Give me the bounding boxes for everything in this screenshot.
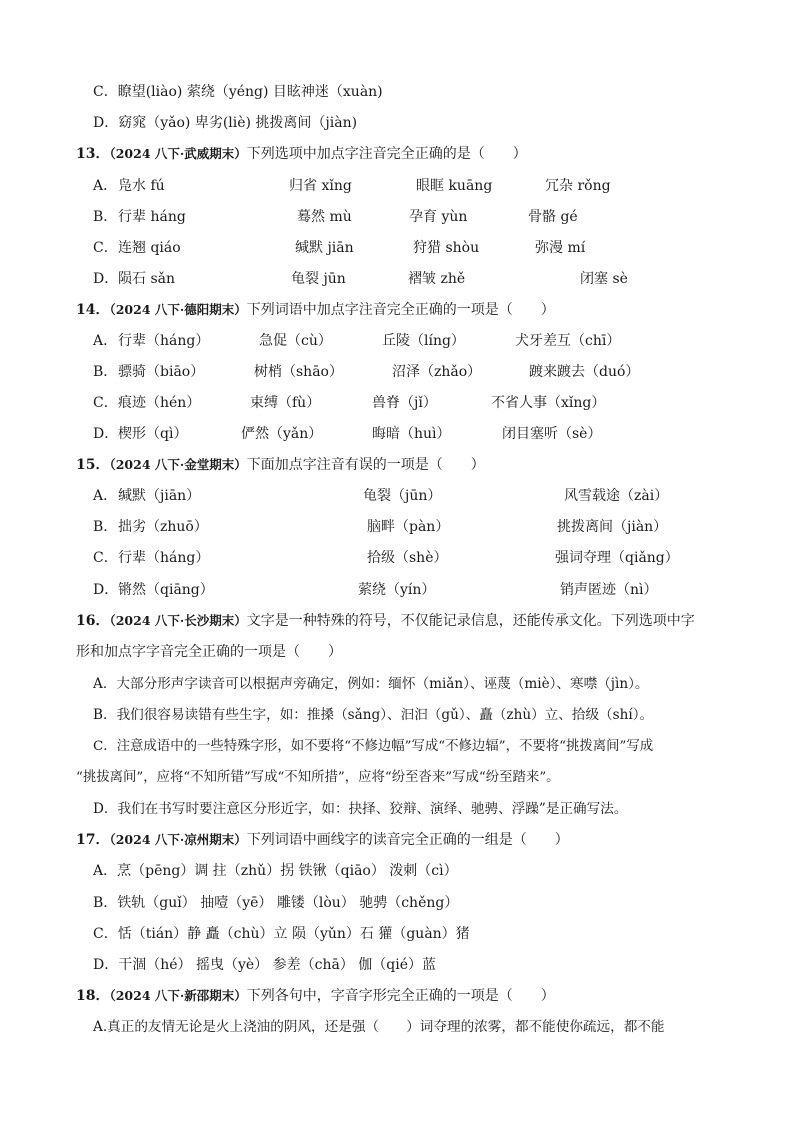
option-cell: 凫水 fú bbox=[118, 178, 165, 194]
option-b: B．我们很容易读错有些生字，如：推搡（sǎng）、汩汩（gǔ）、矗（zhù）立、拾级（shí）。 bbox=[93, 707, 654, 723]
option-cell: 拾级（shè） bbox=[367, 550, 448, 566]
option-cell: 锵然（qiāng） bbox=[118, 582, 214, 598]
question-source: （2024 八下·凉州期末） bbox=[109, 832, 247, 847]
option-cell: 陨石 sǎn bbox=[118, 271, 175, 287]
option-cell: 褶皱 zhě bbox=[408, 271, 466, 287]
option-label: A． bbox=[93, 488, 118, 504]
question-number: 18． bbox=[76, 988, 110, 1004]
option-cell: 犬牙差互（chī） bbox=[515, 333, 621, 349]
option-row-c bbox=[93, 238, 586, 258]
question-source: （2024 八下·金堂期末） bbox=[109, 457, 247, 472]
question-number: 14． bbox=[76, 302, 110, 318]
option-d-prev: D．窈窕（yǎo) 卑劣(liè) 挑拨离间（jiàn) bbox=[93, 115, 358, 131]
option-d: D．干涸（hé） 摇曳（yè） 参差（chā） 伽（qié）蓝 bbox=[93, 957, 436, 973]
option-c-prev: C．瞭望(liào) 萦绕（yéng) 目眩神迷（xuàn) bbox=[93, 84, 383, 100]
option-row-d bbox=[93, 269, 628, 289]
question-number: 13． bbox=[76, 146, 110, 162]
question-source: （2024 八下·长沙期末） bbox=[109, 613, 247, 628]
question-number: 15． bbox=[76, 457, 110, 473]
option-cell: 归省 xǐng bbox=[289, 178, 352, 194]
option-c-cont: “挑拔离间”，应将“不知所错”写成“不知所措”，应将“纷至沓来”写成“纷至踏来”。 bbox=[76, 770, 560, 785]
question-stem: 下列词语中画线字的读音完全正确的一组是（ ） bbox=[246, 832, 569, 848]
question-18-header bbox=[76, 986, 555, 1006]
option-cell: 销声匿迹（nì） bbox=[560, 582, 658, 598]
question-14-header bbox=[76, 300, 555, 320]
option-cell: 束缚（fù） bbox=[250, 395, 321, 411]
option-cell: 蓦然 mù bbox=[297, 209, 352, 225]
option-label: A． bbox=[93, 333, 118, 349]
option-row-c bbox=[93, 548, 679, 568]
option-cell: 挑拨离间（jiàn） bbox=[557, 519, 668, 535]
question-stem: 下列各句中，字音字形完全正确的一项是（ ） bbox=[246, 988, 555, 1004]
option-cell: 闭塞 sè bbox=[580, 271, 628, 287]
option-row-c bbox=[93, 393, 606, 413]
option-cell: 风雪载途（zài） bbox=[564, 488, 669, 504]
question-13-header bbox=[76, 144, 527, 164]
question-source: （2024 八下·武威期末） bbox=[109, 146, 247, 161]
option-cell: 骠骑（biāo） bbox=[118, 364, 205, 380]
option-row-d bbox=[93, 424, 602, 444]
option-cell: 楔形（qì） bbox=[118, 426, 188, 442]
option-b: B．铁轨（guǐ） 抽噎（yē） 雕镂（lòu） 驰骋（chěng） bbox=[93, 895, 459, 911]
question-stem: 下面加点字注音有误的一项是（ ） bbox=[246, 457, 485, 473]
option-cell: 拙劣（zhuō） bbox=[118, 519, 208, 535]
option-cell: 骨骼 gé bbox=[528, 209, 578, 225]
question-stem: 下列词语中加点字注音完全正确的一项是（ ） bbox=[246, 302, 555, 318]
option-cell: 孕育 yùn bbox=[409, 209, 468, 225]
option-cell: 晦暗（huì） bbox=[372, 426, 451, 442]
option-c: C．恬（tián）静 矗（chù）立 陨（yǔn）石 獾（guàn）猪 bbox=[93, 926, 470, 942]
option-cell: 行辈（háng） bbox=[118, 333, 210, 349]
option-label: D． bbox=[93, 426, 119, 442]
question-15-header bbox=[76, 455, 485, 475]
option-d: D．我们在书写时要注意区分形近字，如：抉择、狡辩、演绎、驰骋、浮躁”是正确写法。 bbox=[93, 801, 628, 817]
option-cell: 兽脊（jǐ） bbox=[372, 395, 437, 411]
option-cell: 不省人事（xǐng） bbox=[491, 395, 606, 411]
option-label: B． bbox=[93, 209, 118, 225]
option-cell: 连翘 qiáo bbox=[118, 240, 181, 256]
option-row-a bbox=[93, 176, 611, 196]
option-cell: 树梢（shāo） bbox=[254, 364, 343, 380]
question-stem: 文字是一种特殊的符号，不仅能记录信息，还能传承文化。下列选项中字 bbox=[246, 613, 695, 629]
option-cell: 冗杂 rǒng bbox=[545, 178, 611, 194]
option-cell: 脑畔（pàn） bbox=[367, 519, 450, 535]
option-cell: 俨然（yǎn） bbox=[241, 426, 323, 442]
option-row-d bbox=[93, 580, 658, 600]
option-cell: 沼泽（zhǎo） bbox=[392, 364, 482, 380]
option-row-b bbox=[93, 207, 578, 227]
option-cell: 丘陵（líng） bbox=[382, 333, 465, 349]
question-16-header bbox=[76, 611, 695, 631]
option-cell: 强词夺理（qiǎng） bbox=[555, 550, 679, 566]
option-cell: 眼眶 kuāng bbox=[416, 178, 493, 194]
option-row-a bbox=[93, 486, 669, 506]
option-label: B． bbox=[93, 364, 118, 380]
option-cell: 缄默（jiān） bbox=[118, 488, 201, 504]
option-cell: 闭目塞听（sè） bbox=[502, 426, 602, 442]
option-cell: 行辈 háng bbox=[118, 209, 186, 225]
option-cell: 龟裂 jūn bbox=[291, 271, 346, 287]
option-cell: 行辈（háng） bbox=[118, 550, 210, 566]
option-cell: 急促（cù） bbox=[259, 333, 332, 349]
option-a: A．大部分形声字读音可以根据声旁确定，例如：缅怀（miǎn）、诬蔑（miè）、寒噤（jìn）。 bbox=[93, 676, 649, 692]
option-cell: 狩猎 shòu bbox=[413, 240, 480, 256]
option-a: A.真正的友情无论是火上浇油的阴风，还是强（ ）词夺理的浓雾，都不能使你疏远，都不能 bbox=[93, 1019, 665, 1035]
option-cell: 萦绕（yín） bbox=[358, 582, 436, 598]
option-a: A．烹（pēng）调 拄（zhǔ）拐 铁锹（qiāo） 泼刺（cì） bbox=[93, 863, 458, 879]
option-label: D． bbox=[93, 582, 119, 598]
question-number: 16． bbox=[76, 613, 110, 629]
question-source: （2024 八下·新邵期末） bbox=[109, 988, 247, 1003]
option-label: D． bbox=[93, 271, 119, 287]
option-cell: 缄默 jiān bbox=[295, 240, 354, 256]
option-row-a bbox=[93, 331, 621, 351]
option-row-b bbox=[93, 362, 640, 382]
option-label: C． bbox=[93, 395, 118, 411]
question-16-stem-cont: 形和加点字字音完全正确的一项是（ ） bbox=[76, 644, 342, 660]
question-source: （2024 八下·德阳期末） bbox=[109, 302, 247, 317]
option-cell: 痕迹（hén） bbox=[118, 395, 201, 411]
option-cell: 踱来踱去（duó） bbox=[529, 364, 640, 380]
question-number: 17． bbox=[76, 832, 110, 848]
option-label: C． bbox=[93, 550, 118, 566]
option-cell: 弥漫 mí bbox=[535, 240, 586, 256]
option-row-b bbox=[93, 517, 668, 537]
question-stem: 下列选项中加点字注音完全正确的是（ ） bbox=[246, 146, 527, 162]
option-c: C．注意成语中的一些特殊字形，如不要将“不修边幅”写成“不修边辐”，不要将“挑拨离间”写成 bbox=[93, 739, 654, 754]
option-cell: 龟裂（jūn） bbox=[363, 488, 442, 504]
option-label: A． bbox=[93, 178, 118, 194]
question-17-header bbox=[76, 830, 569, 850]
option-label: C． bbox=[93, 240, 118, 256]
option-label: B． bbox=[93, 519, 118, 535]
